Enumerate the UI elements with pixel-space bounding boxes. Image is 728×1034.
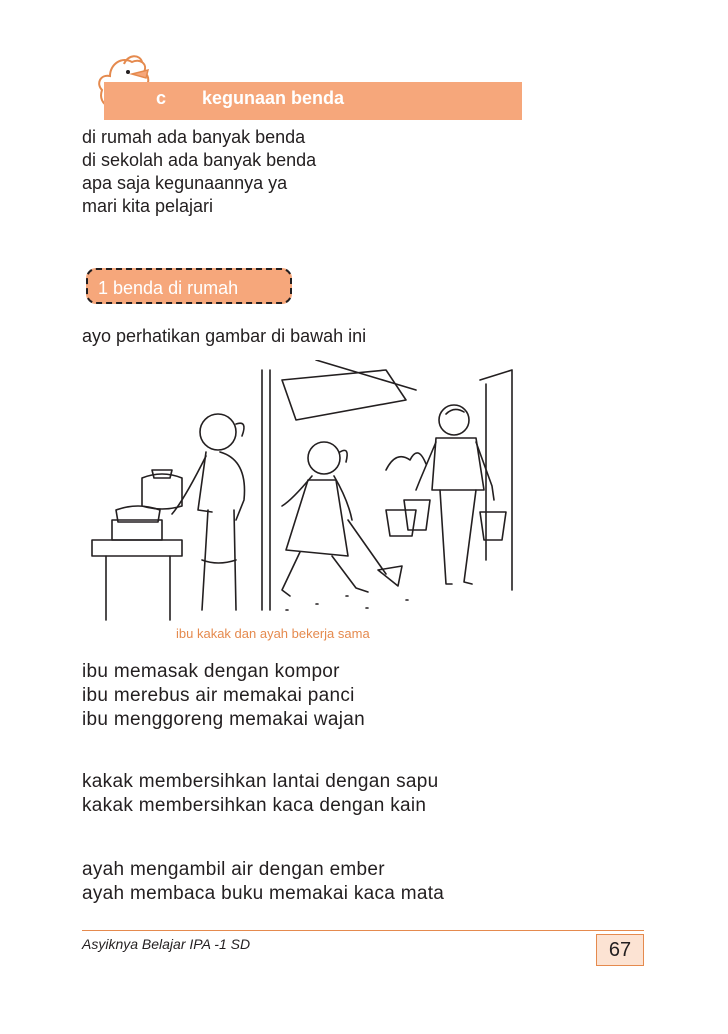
- intro-text: [82, 126, 316, 218]
- family-working-illustration: [86, 360, 520, 624]
- illustration-caption: ibu kakak dan ayah bekerja sama: [176, 626, 370, 641]
- intro-line: mari kita pelajari: [82, 196, 214, 216]
- section-letter: c: [156, 88, 167, 108]
- paragraph-line: ibu memasak dengan kompor: [82, 661, 340, 682]
- subsection-label: 1 benda di rumah: [98, 278, 239, 298]
- paragraph-line: ayah mengambil air dengan ember: [82, 859, 385, 880]
- paragraph-kakak: [82, 770, 438, 818]
- paragraph-line: ibu menggoreng memakai wajan: [82, 709, 365, 730]
- instruction-text: ayo perhatikan gambar di bawah ini: [82, 326, 367, 346]
- paragraph-line: kakak membersihkan lantai dengan sapu: [82, 771, 439, 792]
- paragraph-ayah: [82, 858, 444, 906]
- paragraph-line: ayah membaca buku memakai kaca mata: [82, 883, 445, 904]
- intro-line: apa saja kegunaannya ya: [82, 173, 288, 193]
- paragraph-ibu: [82, 660, 365, 732]
- paragraph-line: ibu merebus air memakai panci: [82, 685, 355, 706]
- paragraph-line: kakak membersihkan kaca dengan kain: [82, 795, 427, 816]
- page-number: 67: [596, 934, 644, 966]
- footer-book-title: Asyiknya Belajar IPA -1 SD: [82, 936, 251, 952]
- intro-line: di rumah ada banyak benda: [82, 127, 306, 147]
- section-title: kegunaan benda: [202, 88, 345, 108]
- footer-divider: [82, 930, 644, 931]
- intro-line: di sekolah ada banyak benda: [82, 150, 317, 170]
